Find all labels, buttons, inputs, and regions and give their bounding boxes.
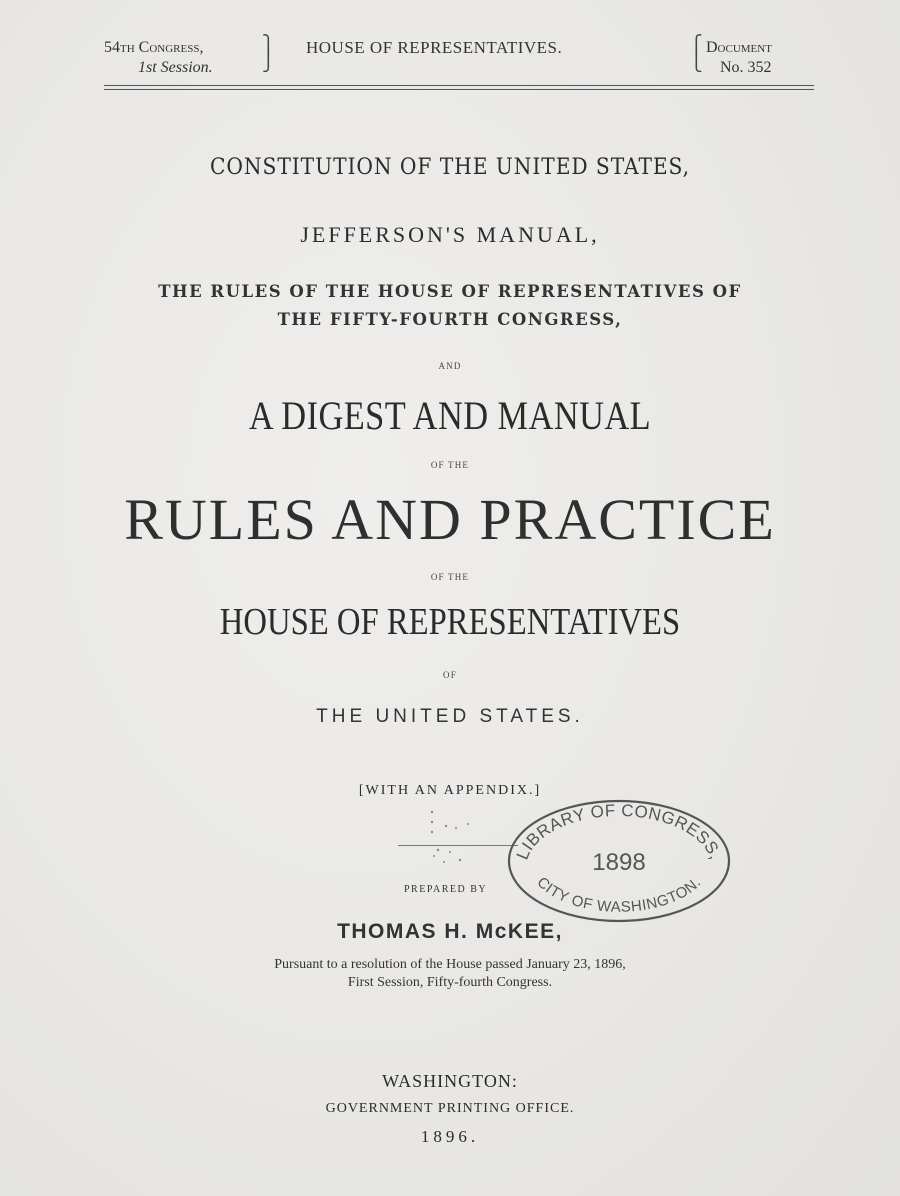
title-of: OF xyxy=(443,670,457,680)
stamp-top-text: LIBRARY OF CONGRESS, xyxy=(512,800,726,863)
title-rules-line1: THE RULES OF THE HOUSE OF REPRESENTATIVES OF xyxy=(158,282,742,301)
title-of-the-1: OF THE xyxy=(430,460,470,470)
header-rule-top xyxy=(104,85,814,86)
title-house: HOUSE OF REPRESENTATIVES xyxy=(219,601,681,643)
pursuant-line2: First Session, Fifty-fourth Congress. xyxy=(347,975,553,990)
ornament-dots xyxy=(424,808,484,872)
pursuant-line1: Pursuant to a resolution of the House passed January 23, 1896, xyxy=(274,957,626,972)
title-appendix: [WITH AN APPENDIX.] xyxy=(358,783,542,798)
author-name: THOMAS H. McKEE, xyxy=(337,920,563,943)
title-united-states: THE UNITED STATES. xyxy=(316,706,584,727)
congress-label: 54th Congress, xyxy=(104,39,204,56)
prepared-by: PREPARED BY xyxy=(404,884,488,895)
stamp-year: 1898 xyxy=(592,849,646,876)
imprint-city: WASHINGTON: xyxy=(382,1071,518,1091)
right-brace: ⎧ ⎩ xyxy=(690,35,703,73)
header-rule-bottom xyxy=(104,89,814,90)
document-number xyxy=(706,38,772,78)
document-label: Document xyxy=(706,39,772,56)
title-digest: A DIGEST AND MANUAL xyxy=(248,393,652,438)
title-jefferson: JEFFERSON'S MANUAL, xyxy=(300,222,600,247)
title-rules-practice: RULES AND PRACTICE xyxy=(124,487,776,552)
title-of-the-2: OF THE xyxy=(430,572,470,582)
title-and: AND xyxy=(438,361,462,371)
left-brace: ⎫ ⎭ xyxy=(262,35,275,73)
imprint-year: 1896. xyxy=(420,1127,480,1146)
document-no: No. 352 xyxy=(720,59,772,76)
stamp-bottom-text: CITY OF WASHINGTON. xyxy=(533,873,705,916)
library-stamp xyxy=(506,798,732,924)
title-constitution: CONSTITUTION OF THE UNITED STATES, xyxy=(210,155,690,180)
chamber-heading: HOUSE OF REPRESENTATIVES. xyxy=(306,38,563,57)
title-rules-line2: THE FIFTY-FOURTH CONGRESS, xyxy=(277,310,623,329)
session-label: 1st Session. xyxy=(138,59,213,76)
svg-text:CITY OF WASHINGTON. xyxy=(533,874,704,916)
imprint-printer: GOVERNMENT PRINTING OFFICE. xyxy=(325,1101,575,1116)
congress-session xyxy=(104,38,213,78)
